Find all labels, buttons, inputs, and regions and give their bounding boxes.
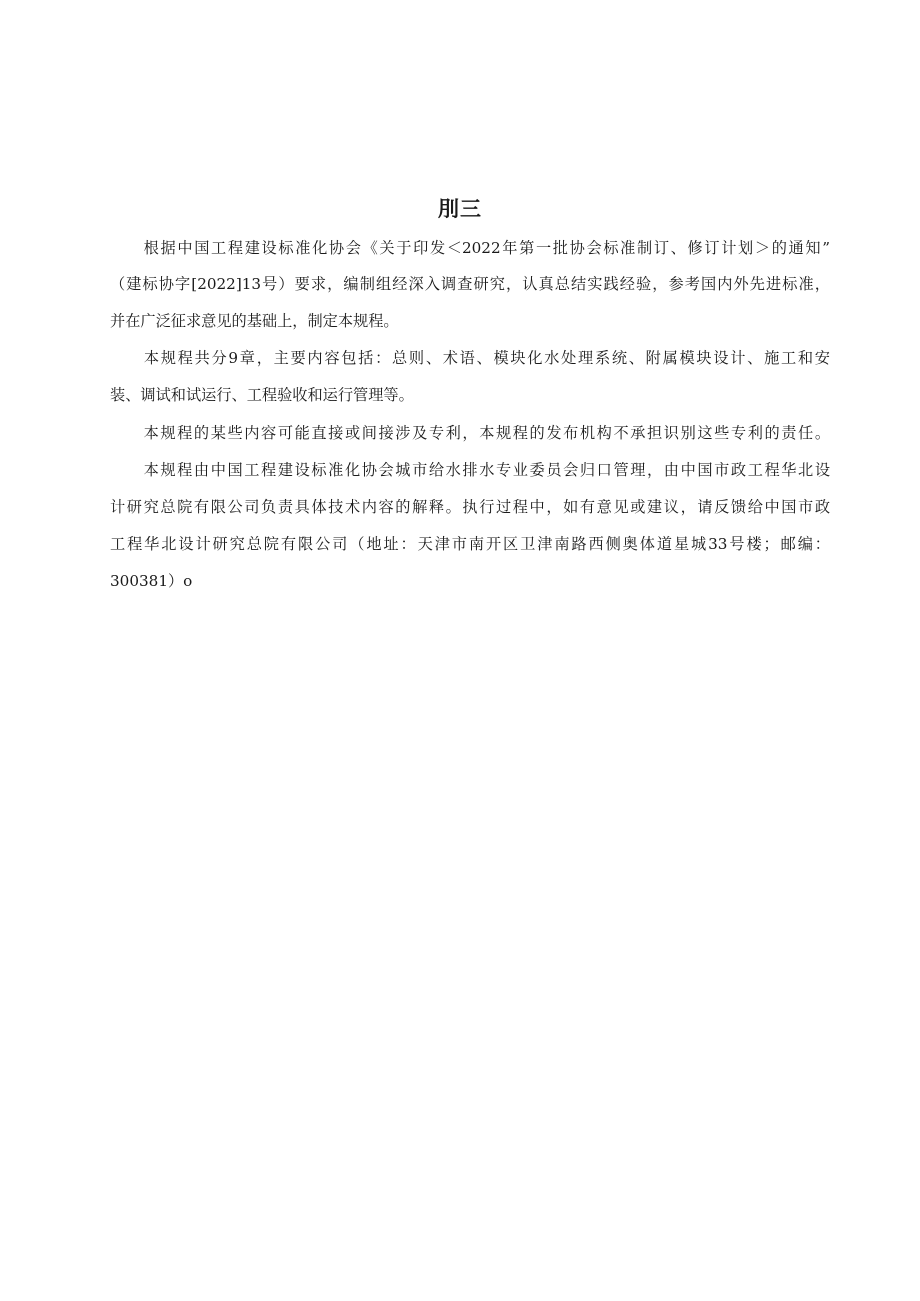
paragraph-line: （建标协字[2022]13号）要求，编制组经深入调查研究，认真总结实践经验，参考国内外先进标准， <box>110 275 830 293</box>
paragraph-line: 300381）o <box>110 572 193 590</box>
paragraph-line: 装、调试和试运行、工程验收和运行管理等。 <box>110 386 414 404</box>
paragraph-line: 本规程的某些内容可能直接或间接涉及专利，本规程的发布机构不承担识别这些专利的责任。 <box>110 424 830 442</box>
paragraph-line: 并在广泛征求意见的基础上，制定本规程。 <box>110 312 399 330</box>
paragraph-line: 本规程共分9章，主要内容包括：总则、术语、模块化水处理系统、附属模块设计、施工和安 <box>110 349 830 367</box>
paragraph-line: 计研究总院有限公司负责具体技术内容的解释。执行过程中，如有意见或建议，请反馈给中国市政 <box>110 498 830 516</box>
paragraph-line: 本规程由中国工程建设标准化协会城市给水排水专业委员会归口管理，由中国市政工程华北设 <box>110 461 830 479</box>
page-title: 刖三 <box>438 197 482 221</box>
paragraph-line: 工程华北设计研究总院有限公司（地址：天津市南开区卫津南路西侧奥体道星城33号楼；邮编： <box>110 535 830 553</box>
paragraph-line: 根据中国工程建设标准化协会《关于印发＜2022年第一批协会标准制订、修订计划＞的通知” <box>110 239 830 257</box>
